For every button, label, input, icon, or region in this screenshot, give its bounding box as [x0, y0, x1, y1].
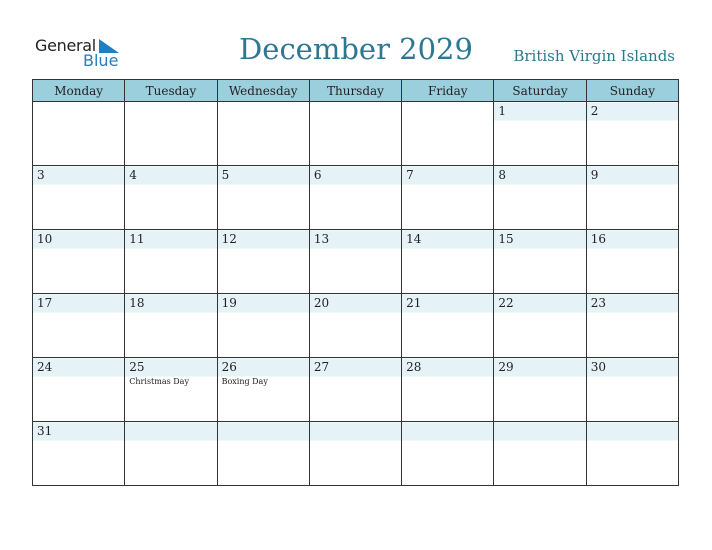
day-cell[interactable] — [309, 358, 401, 422]
day-number: 12 — [221, 232, 237, 246]
logo-text-general: General — [35, 36, 96, 55]
day-number: 8 — [498, 168, 507, 182]
day-number: 25 — [129, 360, 145, 374]
day-cell[interactable] — [586, 294, 678, 358]
day-cell[interactable] — [402, 102, 494, 166]
day-number: 7 — [406, 168, 414, 182]
weekday-header: Thursday — [309, 80, 401, 102]
day-cell[interactable] — [125, 166, 217, 230]
day-cell[interactable] — [309, 102, 401, 166]
week-row — [33, 294, 679, 358]
calendar-grid — [32, 79, 679, 486]
day-cell[interactable] — [402, 230, 494, 294]
day-cell[interactable] — [586, 102, 678, 166]
day-number: 3 — [37, 168, 45, 182]
day-cell[interactable] — [586, 230, 678, 294]
weekday-header: Friday — [402, 80, 494, 102]
day-number: 17 — [37, 296, 53, 310]
day-cell[interactable] — [586, 358, 678, 422]
day-number: 2 — [590, 104, 599, 118]
day-number: 6 — [313, 168, 322, 182]
day-cell[interactable] — [217, 358, 309, 422]
day-cell[interactable] — [125, 102, 217, 166]
holiday-label: Boxing Day — [221, 377, 268, 386]
day-number: 21 — [406, 296, 422, 310]
day-number: 11 — [129, 232, 145, 246]
day-cell[interactable] — [217, 166, 309, 230]
weekday-header: Sunday — [586, 80, 678, 102]
day-cell[interactable] — [217, 422, 309, 486]
day-cell[interactable] — [309, 230, 401, 294]
day-cell[interactable] — [494, 422, 586, 486]
day-cell[interactable] — [309, 422, 401, 486]
day-cell[interactable] — [125, 358, 217, 422]
day-cell[interactable] — [33, 422, 125, 486]
day-cell[interactable] — [217, 102, 309, 166]
day-number: 16 — [590, 232, 606, 246]
day-number: 27 — [313, 360, 330, 374]
day-cell[interactable] — [33, 294, 125, 358]
logo-text-blue: Blue — [83, 51, 119, 70]
weekday-header: Tuesday — [125, 80, 217, 102]
day-number: 9 — [590, 168, 599, 182]
day-number: 30 — [590, 360, 606, 374]
day-cell[interactable] — [402, 358, 494, 422]
day-number: 10 — [37, 232, 53, 246]
day-number: 14 — [406, 232, 422, 246]
day-number: 5 — [221, 168, 230, 182]
day-cell[interactable] — [309, 294, 401, 358]
weekday-header-row — [33, 80, 679, 102]
day-cell[interactable] — [586, 166, 678, 230]
day-cell[interactable] — [586, 422, 678, 486]
day-cell[interactable] — [33, 230, 125, 294]
page-title: December 2029 — [239, 32, 473, 66]
week-row — [33, 230, 679, 294]
week-row — [33, 166, 679, 230]
day-cell[interactable] — [217, 294, 309, 358]
country-label: British Virgin Islands — [513, 47, 675, 65]
day-number: 29 — [498, 360, 514, 374]
day-cell[interactable] — [494, 166, 586, 230]
weekday-header: Monday — [33, 80, 125, 102]
day-cell[interactable] — [494, 294, 586, 358]
day-number: 4 — [129, 168, 137, 182]
day-number: 23 — [590, 296, 606, 310]
day-number: 31 — [37, 424, 53, 438]
holiday-label: Christmas Day — [129, 377, 189, 386]
weekday-header: Wednesday — [217, 80, 309, 102]
day-cell[interactable] — [402, 294, 494, 358]
day-number: 26 — [221, 360, 237, 374]
day-cell[interactable] — [125, 294, 217, 358]
week-row — [33, 358, 679, 422]
day-number: 19 — [221, 296, 237, 310]
day-number: 28 — [406, 360, 422, 374]
day-cell[interactable] — [125, 230, 217, 294]
day-cell[interactable] — [309, 166, 401, 230]
day-number: 24 — [37, 360, 53, 374]
weekday-header: Saturday — [494, 80, 586, 102]
day-cell[interactable] — [217, 230, 309, 294]
day-number: 22 — [498, 296, 514, 310]
day-number: 15 — [498, 232, 514, 246]
week-row — [33, 422, 679, 486]
day-number: 1 — [498, 104, 507, 118]
day-cell[interactable] — [494, 358, 586, 422]
day-cell[interactable] — [402, 422, 494, 486]
week-row — [33, 102, 679, 166]
day-cell[interactable] — [494, 102, 586, 166]
day-cell[interactable] — [494, 230, 586, 294]
day-number: 13 — [313, 232, 330, 246]
day-cell[interactable] — [33, 102, 125, 166]
day-cell[interactable] — [33, 358, 125, 422]
day-cell[interactable] — [402, 166, 494, 230]
day-number: 18 — [129, 296, 145, 310]
day-cell[interactable] — [33, 166, 125, 230]
day-cell[interactable] — [125, 422, 217, 486]
day-number: 20 — [313, 296, 330, 310]
